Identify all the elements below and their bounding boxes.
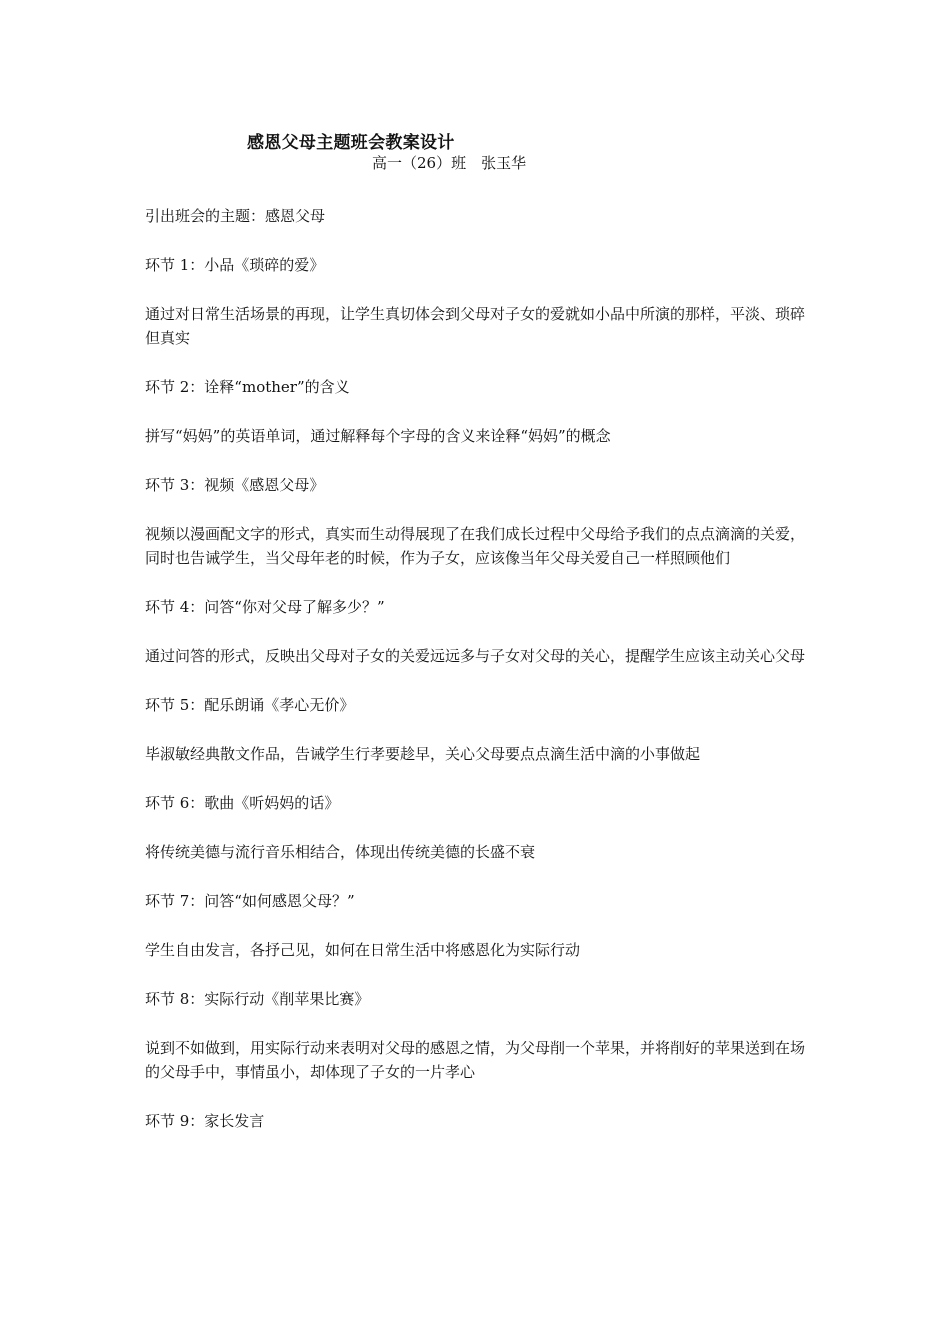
section-heading-2: 环节 2：诠释“mother”的含义 bbox=[145, 378, 350, 396]
section-heading-1: 环节 1：小品《琐碎的爱》 bbox=[145, 256, 325, 274]
section-heading-9: 环节 9：家长发言 bbox=[145, 1112, 265, 1130]
section-description-4: 通过问答的形式，反映出父母对子女的关爱远远多与子女对父母的关心，提醒学生应该主动关心父母 bbox=[145, 647, 806, 665]
section-heading-5: 环节 5：配乐朗诵《孝心无价》 bbox=[145, 696, 355, 714]
section-heading-7: 环节 7：问答“如何感恩父母？” bbox=[145, 892, 355, 910]
section-heading-8: 环节 8：实际行动《削苹果比赛》 bbox=[145, 990, 370, 1008]
section-description-6: 将传统美德与流行音乐相结合，体现出传统美德的长盛不衰 bbox=[145, 843, 536, 861]
section-heading-3: 环节 3：视频《感恩父母》 bbox=[145, 476, 325, 494]
section-description-2: 拼写“妈妈”的英语单词，通过解释每个字母的含义来诠释“妈妈”的概念 bbox=[145, 427, 611, 445]
section-heading-4: 环节 4：问答“你对父母了解多少？” bbox=[145, 598, 385, 616]
author-line: 高一（26）班 张玉华 bbox=[372, 154, 527, 172]
section-heading-6: 环节 6：歌曲《听妈妈的话》 bbox=[145, 794, 340, 812]
intro-paragraph: 引出班会的主题：感恩父母 bbox=[145, 207, 326, 225]
section-description-5: 毕淑敏经典散文作品，告诫学生行孝要趁早，关心父母要点点滴生活中滴的小事做起 bbox=[145, 745, 701, 763]
section-description-7: 学生自由发言，各抒己见，如何在日常生活中将感恩化为实际行动 bbox=[145, 941, 581, 959]
section-description-1: 通过对日常生活场景的再现，让学生真切体会到父母对子女的爱就如小品中所演的那样，平淡、琐碎但真实 bbox=[145, 305, 806, 347]
section-description-8: 说到不如做到，用实际行动来表明对父母的感恩之情，为父母削一个苹果，并将削好的苹果送到在场的父母手中，事情虽小，却体现了子女的一片孝心 bbox=[145, 1039, 806, 1081]
section-description-3: 视频以漫画配文字的形式，真实而生动得展现了在我们成长过程中父母给予我们的点点滴滴的关爱，同时也告诫学生，当父母年老的时候，作为子女，应该像当年父母关爱自己一样照顾他们 bbox=[145, 525, 806, 567]
document-title: 感恩父母主题班会教案设计 bbox=[247, 133, 455, 153]
document-body bbox=[145, 204, 810, 1158]
